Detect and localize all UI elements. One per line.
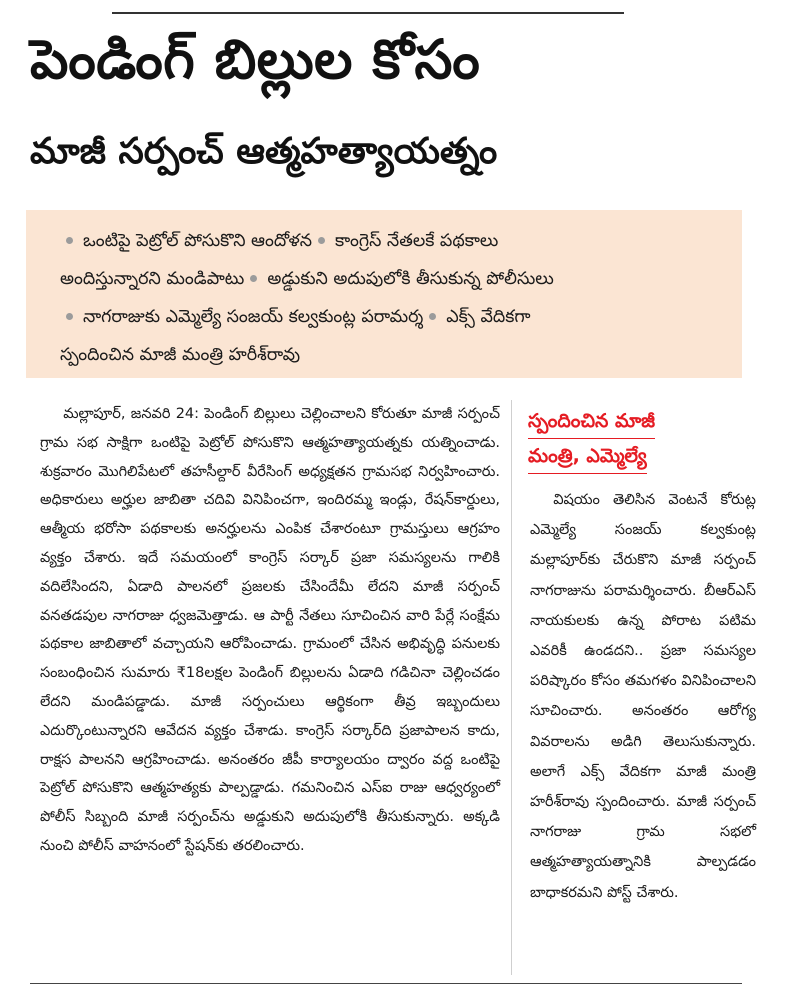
article-paragraph: మల్లాపూర్, జనవరి 24: పెండింగ్ బిల్లులు చెల్లించాలని కోరుతూ మాజీ సర్పంచ్ గ్రామ సభ సాక్షిగా ఒంటిపై పెట్రోల్ పోసుకొని ఆత్మహత్యాయత్నకు యత్నించాడు. శుక్రవారం మొగిలిపేటలో తహసీల్దార్ వీరేసింగ్ అధ్యక్షతన గ్రామసభ నిర్వహించారు. అధికారులు అర్హుల జాబితా చదివి వినిపించగా, ఇందిరమ్మ ఇండ్లు, రేషన్‌కార్డులు, ఆత్మీయ భరోసా పథకాలకు అనర్హులను ఎంపిక చేశారంటూ గ్రామస్తులు ఆగ్రహం వ్యక్తం చేశారు. ఇదే సమయంలో కాంగ్రెస్ సర్కార్ ప్రజా సమస్యలను గాలికి వదిలేసిందని, ఏడాది పాలనలో ప్రజలకు చేసిందేమీ లేదని మాజీ సర్పంచ్ వనతడపుల నాగరాజు ధ్వజమెత్తాడు. ఆ పార్టీ నేతలు సూచించిన వారి పేర్లే సంక్షేమ పథకాల జాబితాలో వచ్చాయని ఆరోపించాడు. గ్రామంలో చేసిన అభివృద్ధి పనులకు సంబంధించిన సుమారు ₹18లక్షల పెండింగ్ బిల్లులను ఏడాది గడిచినా చెల్లించడం లేదని మండిపడ్డాడు. మాజీ సర్పంచులు ఆర్థికంగా తీవ్ర ఇబ్బందులు ఎదుర్కొంటున్నారని ఆవేదన వ్యక్తం చేశాడు. కాంగ్రెస్ సర్కార్‌ది ప్రజాపాలన కాదు, రాక్షస పాలనని ఆగ్రహించాడు. అనంతరం జీపీ కార్యాలయం ద్వారం వద్ద ఒంటిపై పెట్రోల్ పోసుకొని ఆత్మహత్యకు పాల్పడ్డాడు. గమనించిన ఎస్ఐ రాజు ఆధ్వర్యంలో పోలీస్ సిబ్బంది మాజీ సర్పంచ్‌ను అడ్డుకుని అదుపులోకి తీసుకున్నారు. అక్కడి నుంచి పోలీస్ వాహనంలో స్టేషన్‌కు తరలించారు. <box>40 406 500 854</box>
highlight-item-1: ఒంటిపై పెట్రోల్ పోసుకొని ఆందోళన <box>83 231 313 251</box>
sidebar-heading <box>528 404 758 474</box>
highlight-item-2b: అందిస్తున్నారని మండిపాటు <box>60 269 245 289</box>
sidebar-body <box>530 485 756 908</box>
sidebar-paragraph: విషయం తెలిసిన వెంటనే కోరుట్ల ఎమ్మెల్యే సంజయ్ కల్వకుంట్ల మల్లాపూర్‌కు చేరుకొని మాజీ సర్పంచ్ నాగరాజును పరామర్శించారు. బీఆర్ఎస్ నాయకులకు ఉన్న పోరాట పటిమ ఎవరికీ ఉండదని.. ప్రజా సమస్యల పరిష్కారం కోసం తమగళం వినిపించాలని సూచించారు. అనంతరం ఆరోగ్య వివరాలను అడిగి తెలుసుకున్నారు. అలాగే ఎక్స్ వేదికగా మాజీ మంత్రి హరీశ్‌రావు స్పందించారు. మాజీ సర్పంచ్ నాగరాజు గ్రామ సభలో ఆత్మహత్యాయత్నానికి పాల్పడడం బాధాకరమని పోస్ట్ చేశారు. <box>530 492 756 901</box>
column-divider <box>511 400 512 975</box>
bullet-icon <box>429 313 436 320</box>
highlight-item-5a: ఎక్స్ వేదికగా <box>446 307 531 327</box>
highlight-item-5b: స్పందించిన మాజీ మంత్రి హరీశ్‌రావు <box>60 345 301 365</box>
highlight-line-1 <box>60 222 720 260</box>
top-rule <box>112 12 624 14</box>
highlight-item-4: నాగరాజుకు ఎమ్మెల్యే సంజయ్ కల్వకుంట్ల పరామర్శ <box>83 307 424 327</box>
highlight-item-3: అడ్డుకుని అదుపులోకి తీసుకున్న పోలీసులు <box>267 269 554 289</box>
sidebar-heading-line-1: స్పందించిన మాజీ <box>528 404 655 439</box>
bullet-icon <box>318 237 325 244</box>
highlight-line-3 <box>60 298 720 336</box>
article-body <box>40 400 500 861</box>
highlight-line-2 <box>60 260 720 298</box>
highlights-box <box>26 210 742 378</box>
headline-subtitle: మాజీ సర్పంచ్ ఆత్మహత్యాయత్నం <box>30 131 498 172</box>
sidebar-heading-line-2: మంత్రి, ఎమ్మెల్యే <box>528 439 647 474</box>
bullet-icon <box>66 237 73 244</box>
bullet-icon <box>66 313 73 320</box>
highlight-line-4 <box>60 336 720 374</box>
bullet-icon <box>250 275 257 282</box>
highlight-item-2a: కాంగ్రెస్ నేతలకే పథకాలు <box>335 231 499 251</box>
bottom-rule <box>30 983 742 984</box>
headline-title: పెండింగ్ బిల్లుల కోసం <box>30 28 481 91</box>
